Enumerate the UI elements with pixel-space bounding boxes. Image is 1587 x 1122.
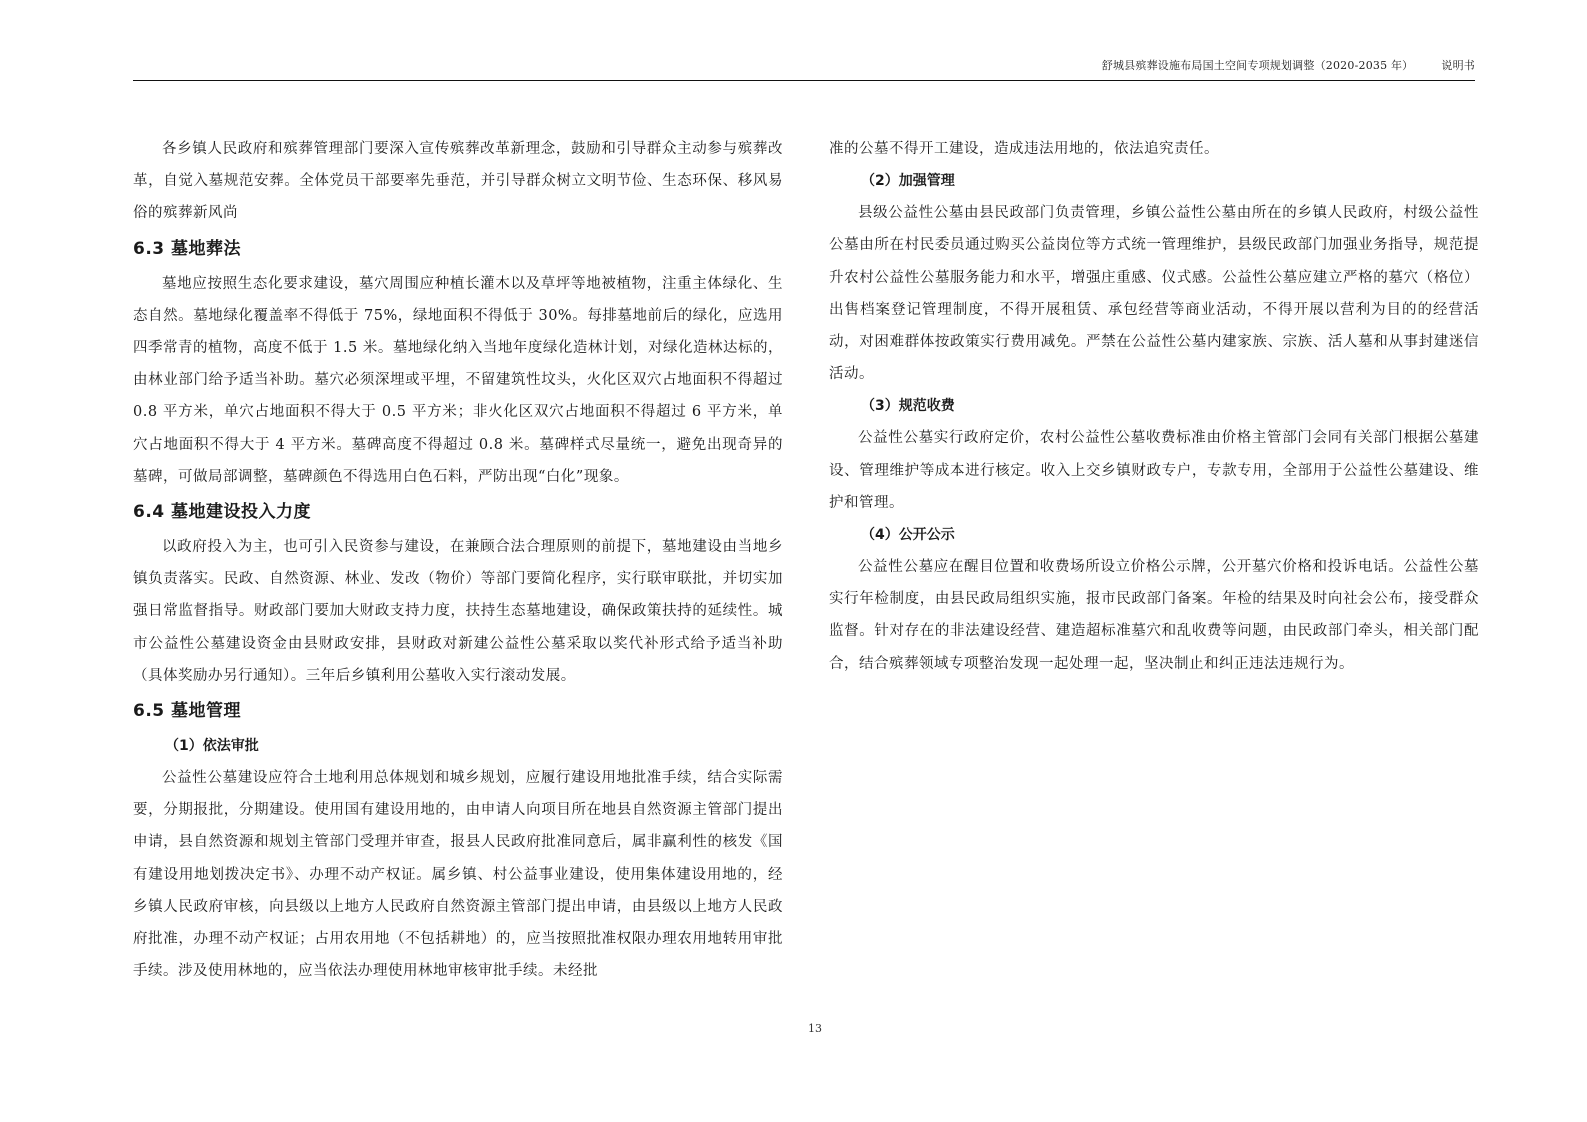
section-heading-6-4: 6.4 墓地建设投入力度 <box>133 502 312 523</box>
continuation-paragraph: 准的公墓不得开工建设，造成违法用地的，依法追究责任。 <box>829 141 1219 157</box>
header-divider <box>133 80 1475 81</box>
legal-approval-paragraph: 公益性公墓建设应符合土地利用总体规划和城乡规划，应履行建设用地批准手续，结合实际需要，分期报批，分期建设。使用国有建设用地的，由申请人向项目所在地县自然资源主管部门提出申请，县自然资源和规划主管部门受理并审查，报县人民政府批准同意后，属非赢利性的核发《国有建设用地划拨决定书》、办理不动产权证。属乡镇、村公益事业建设，使用集体建设用地的，经乡镇人民政府审核，向县级以上地方人民政府自然资源主管部门提出申请，由县级以上地方人民政府批准，办理不动产权证；占用农用地（不包括耕地）的，应当按照批准权限办理农用地转用审批手续。涉及使用林地的，应当依法办理使用林地审核审批手续。未经批 <box>133 770 783 980</box>
public-disclosure-paragraph: 公益性公墓应在醒目位置和收费场所设立价格公示牌，公开墓穴价格和投诉电话。公益性公墓实行年检制度，由县民政局组织实施，报市民政部门备案。年检的结果及时向社会公布，接受群众监督。针对存在的非法建设经营、建造超标准墓穴和乱收费等问题，由民政部门牵头，相关部门配合，结合殡葬领域专项整治发现一起处理一起，坚决制止和纠正违法违规行为。 <box>829 559 1479 672</box>
subheading-standardize-fees: （3）规范收费 <box>861 398 955 415</box>
header-title: 舒城县殡葬设施布局国土空间专项规划调整（2020-2035 年） <box>1101 59 1414 72</box>
section-6-3-paragraph: 墓地应按照生态化要求建设，墓穴周围应种植长灌木以及草坪等地被植物，注重主体绿化、生态自然。墓地绿化覆盖率不得低于 75%，绿地面积不得低于 30%。每排墓地前后的绿化，应选用四季常青的植物，高度不低于 1.5 米。墓地绿化纳入当地年度绿化造林计划，对绿化造林达标的，由林业部门给予适当补助。墓穴必须深埋或平埋，不留建筑性坟头，火化区双穴占地面积不得超过 0.8 平方米，单穴占地面积不得大于 0.5 平方米；非火化区双穴占地面积不得超过 6 平方米，单穴占地面积不得大于 4 平方米。墓碑高度不得超过 0.8 米。墓碑样式尽量统一，避免出现奇异的墓碑，可做局部调整，墓碑颜色不得选用白色石料，严防出现“白化”现象。 <box>133 275 783 485</box>
standardize-fees-paragraph: 公益性公墓实行政府定价，农村公益性公墓收费标准由价格主管部门会同有关部门根据公墓建设、管理维护等成本进行核定。收入上交乡镇财政专户，专款专用，全部用于公益性公墓建设、维护和管理。 <box>829 430 1479 511</box>
header-doc-type: 说明书 <box>1441 59 1475 72</box>
subheading-legal-approval: （1）依法审批 <box>165 738 259 755</box>
section-6-4-paragraph: 以政府投入为主，也可引入民资参与建设，在兼顾合法合理原则的前提下，墓地建设由当地乡镇负责落实。民政、自然资源、林业、发改（物价）等部门要简化程序，实行联审联批，并切实加强日常监督指导。财政部门要加大财政支持力度，扶持生态墓地建设，确保政策扶持的延续性。城市公益性公墓建设资金由县财政安排，县财政对新建公益性公墓采取以奖代补形式给予适当补助（具体奖励办另行通知）。三年后乡镇利用公墓收入实行滚动发展。 <box>133 539 783 684</box>
intro-paragraph: 各乡镇人民政府和殡葬管理部门要深入宣传殡葬改革新理念，鼓励和引导群众主动参与殡葬改革，自觉入墓规范安葬。全体党员干部要率先垂范，并引导群众树立文明节俭、生态环保、移风易俗的殡葬新风尚 <box>133 141 783 222</box>
strengthen-management-paragraph: 县级公益性公墓由县民政部门负责管理，乡镇公益性公墓由所在的乡镇人民政府，村级公益性公墓由所在村民委员通过购买公益岗位等方式统一管理维护，县级民政部门加强业务指导，规范提升农村公益性公墓服务能力和水平，增强庄重感、仪式感。公益性公墓应建立严格的墓穴（格位）出售档案登记管理制度，不得开展租赁、承包经营等商业活动，不得开展以营利为目的的经营活动，对困难群体按政策实行费用减免。严禁在公益性公墓内建家族、宗族、活人墓和从事封建迷信活动。 <box>829 205 1479 383</box>
section-heading-6-5: 6.5 墓地管理 <box>133 701 242 722</box>
left-column <box>133 133 783 987</box>
page-number: 13 <box>808 1022 822 1035</box>
page-header <box>1102 57 1475 73</box>
section-heading-6-3: 6.3 墓地葬法 <box>133 238 242 259</box>
right-column <box>829 133 1479 680</box>
subheading-public-disclosure: （4）公开公示 <box>861 527 955 544</box>
subheading-strengthen-management: （2）加强管理 <box>861 173 955 190</box>
